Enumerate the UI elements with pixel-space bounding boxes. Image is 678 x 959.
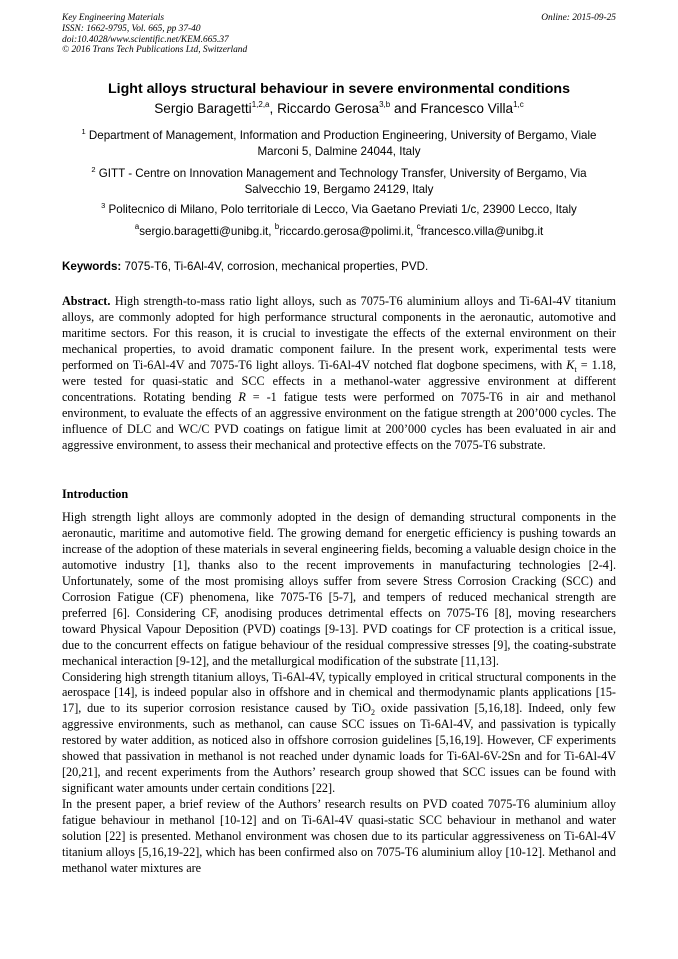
copyright-line: © 2016 Trans Tech Publications Ltd, Switzerland: [62, 45, 248, 56]
email-link[interactable]: riccardo.gerosa@polimi.it: [279, 225, 411, 238]
keywords-text: 7075-T6, Ti-6Al-4V, corrosion, mechanical properties, PVD.: [124, 260, 429, 273]
author-name: Riccardo Gerosa: [277, 101, 380, 116]
affiliation-3: [72, 202, 606, 218]
abstract-text: = -1 fatigue tests were performed on 7075-T6 in air and methanol environment, to evaluate the effects of an aggressive environment on the fatigue strength at 200’000 cycles. The influence of DLC and WC/C PVD coatings on fatigue limit at 200’000 cycles has been evaluated in air and aggressive environment, to assess their mechanical and protective effects on the 7075-T6 substrate.: [62, 389, 616, 452]
email-marker: b: [274, 222, 280, 231]
email-link[interactable]: sergio.baragetti@unibg.it: [139, 225, 269, 238]
abstract-label: Abstract.: [62, 294, 111, 308]
email-marker: a: [134, 222, 140, 231]
online-date: Online: 2015-09-25: [541, 13, 616, 23]
email-link[interactable]: francesco.villa@unibg.it: [420, 225, 544, 238]
paragraph: High strength light alloys are commonly adopted in the design of demanding structural components in the aeronautic, maritime and automotive field. The growing demand for energetic efficiency is pushing towards an increase of the adoption of these materials in several engineering fields, becoming a valuable design choice in the automotive industry [1], thanks also to the recent improvements in manufacturing technologies [2-4]. Unfortunately, some of the most promising alloys suffer from severe Stress Corrosion Cracking (SCC) and Corrosion Fatigue (CF) phenomena, like 7075-T6 [5-7], and tempers of reduced mechanical strength are preferred [6]. Considering CF, anodising produces detrimental effects on 7075-T6 [8], moving researchers toward Physical Vapour Deposition (PVD) coatings [9-13]. PVD coatings for CF protection is a critical issue, due to the concurrent effects on fatigue behaviour of the residual compressive stresses [9], the coating-substrate mechanical interaction [9-12], and the metallurgical modification of the substrate [11,13].: [62, 510, 616, 668]
affiliation-marker: 2: [91, 165, 96, 174]
keywords-label: Keywords:: [62, 260, 122, 273]
issn-line: ISSN: 1662-9795, Vol. 665, pp 37-40: [62, 23, 201, 34]
email-list: $^a$sergio.baragetti@unibg.it, $^b$riccardo.gerosa@polimi.it, $^c$francesco.villa@unibg.it: [134, 222, 544, 238]
author-affiliation-marker: 1,c: [513, 100, 524, 109]
paragraph-text: Considering high strength titanium alloys, Ti-6Al-4V, typically employed in critical structural components in the aerospace [14], is indeed popular also in offshore and in chemical and thermodynamic plants applications [15-17], due to its superior corrosion resistance caused by TiO: [62, 669, 616, 716]
author-name: Sergio Baragetti: [154, 101, 252, 116]
author-name: Francesco Villa: [420, 101, 514, 116]
abstract-text: = 1.18, were tested for quasi-static and SCC effects in a methanol-water aggressive environment at different concentrations. Rotating bending: [62, 357, 616, 404]
affiliation-text: Politecnico di Milano, Polo territoriale di Lecco, Via Gaetano Previati 1/c, 23900 Lecco, Italy: [108, 203, 577, 216]
author-separator: ,: [269, 101, 278, 116]
author-list: [62, 100, 616, 118]
affiliation-1: [72, 128, 606, 160]
doi-line: doi:10.4028/www.scientific.net/KEM.665.37: [62, 34, 229, 45]
subscript: 2: [371, 708, 376, 718]
r-symbol: R: [238, 389, 246, 404]
journal-name: Key Engineering Materials: [62, 13, 165, 23]
journal-header: [62, 13, 616, 56]
keywords: [62, 259, 616, 275]
author-affiliation-marker: 1,2,a: [251, 100, 270, 109]
author-separator: and: [390, 101, 421, 116]
affiliation-marker: 3: [101, 201, 106, 210]
kt-symbol: K: [566, 357, 575, 372]
paragraph-text: oxide passivation [5,16,18]. Indeed, only few aggressive environments, such as methanol, can cause SCC issues on Ti-6Al-4V, and passivation is typically restored by water addition, as noticed also in offshore corrosion guidelines [5,16,19]. However, CF experiments showed that passivation in methanol is not reached under dynamic loads for Ti-6Al-6V-2Sn and for Ti-6Al-4V [20,21], and recent experiments from the Authors’ research group showed that SCC issues can be found with significant water amounts under certain conditions [22].: [62, 701, 616, 796]
affiliation-text: GITT - Centre on Innovation Management and Technology Transfer, University of Bergamo, Via Salvecchio 19, Bergamo 24129, Italy: [98, 167, 587, 196]
kt-subscript: t: [574, 364, 577, 374]
introduction-body: [62, 510, 616, 877]
affiliation-text: Department of Management, Information and Production Engineering, University of Bergamo, Viale Marconi 5, Dalmine 24044, Italy: [88, 129, 597, 158]
abstract-text: High strength-to-mass ratio light alloys, such as 7075-T6 aluminium alloys and Ti-6Al-4V titanium alloys, are commonly adopted for high performance structural components in the aeronautic, automotive and maritime sectors. For this reason, it is crucial to investigate the effects of the external environment on their mechanical properties, to avoid dramatic component failure. In the present work, experimental tests were performed on Ti-6Al-4V and 7075-T6 light alloys. Ti-6Al-4V notched flat dogbone specimens, with: [62, 294, 616, 372]
affiliation-marker: 1: [81, 127, 86, 136]
paragraph: [62, 670, 616, 798]
email-marker: c: [416, 222, 421, 231]
affiliation-2: [72, 166, 606, 198]
paragraph: In the present paper, a brief review of the Authors’ research results on PVD coated 7075-T6 aluminium alloy fatigue behaviour in methanol [10-12] and on Ti-6Al-4V quasi-static SCC behaviour in methanol and water solution [22] is presented. Methanol environment was chosen due to its particular aggressiveness on Ti-6Al-4V titanium alloys [5,16,19-22], which has been confirmed also on 7075-T6 aluminium alloy [10-12]. Methanol and methanol water mixtures are: [62, 797, 616, 875]
author-affiliation-marker: 3,b: [379, 100, 391, 109]
paper-title: Light alloys structural behaviour in severe environmental conditions: [108, 81, 570, 97]
abstract: [62, 294, 616, 454]
section-heading: Introduction: [62, 487, 129, 501]
